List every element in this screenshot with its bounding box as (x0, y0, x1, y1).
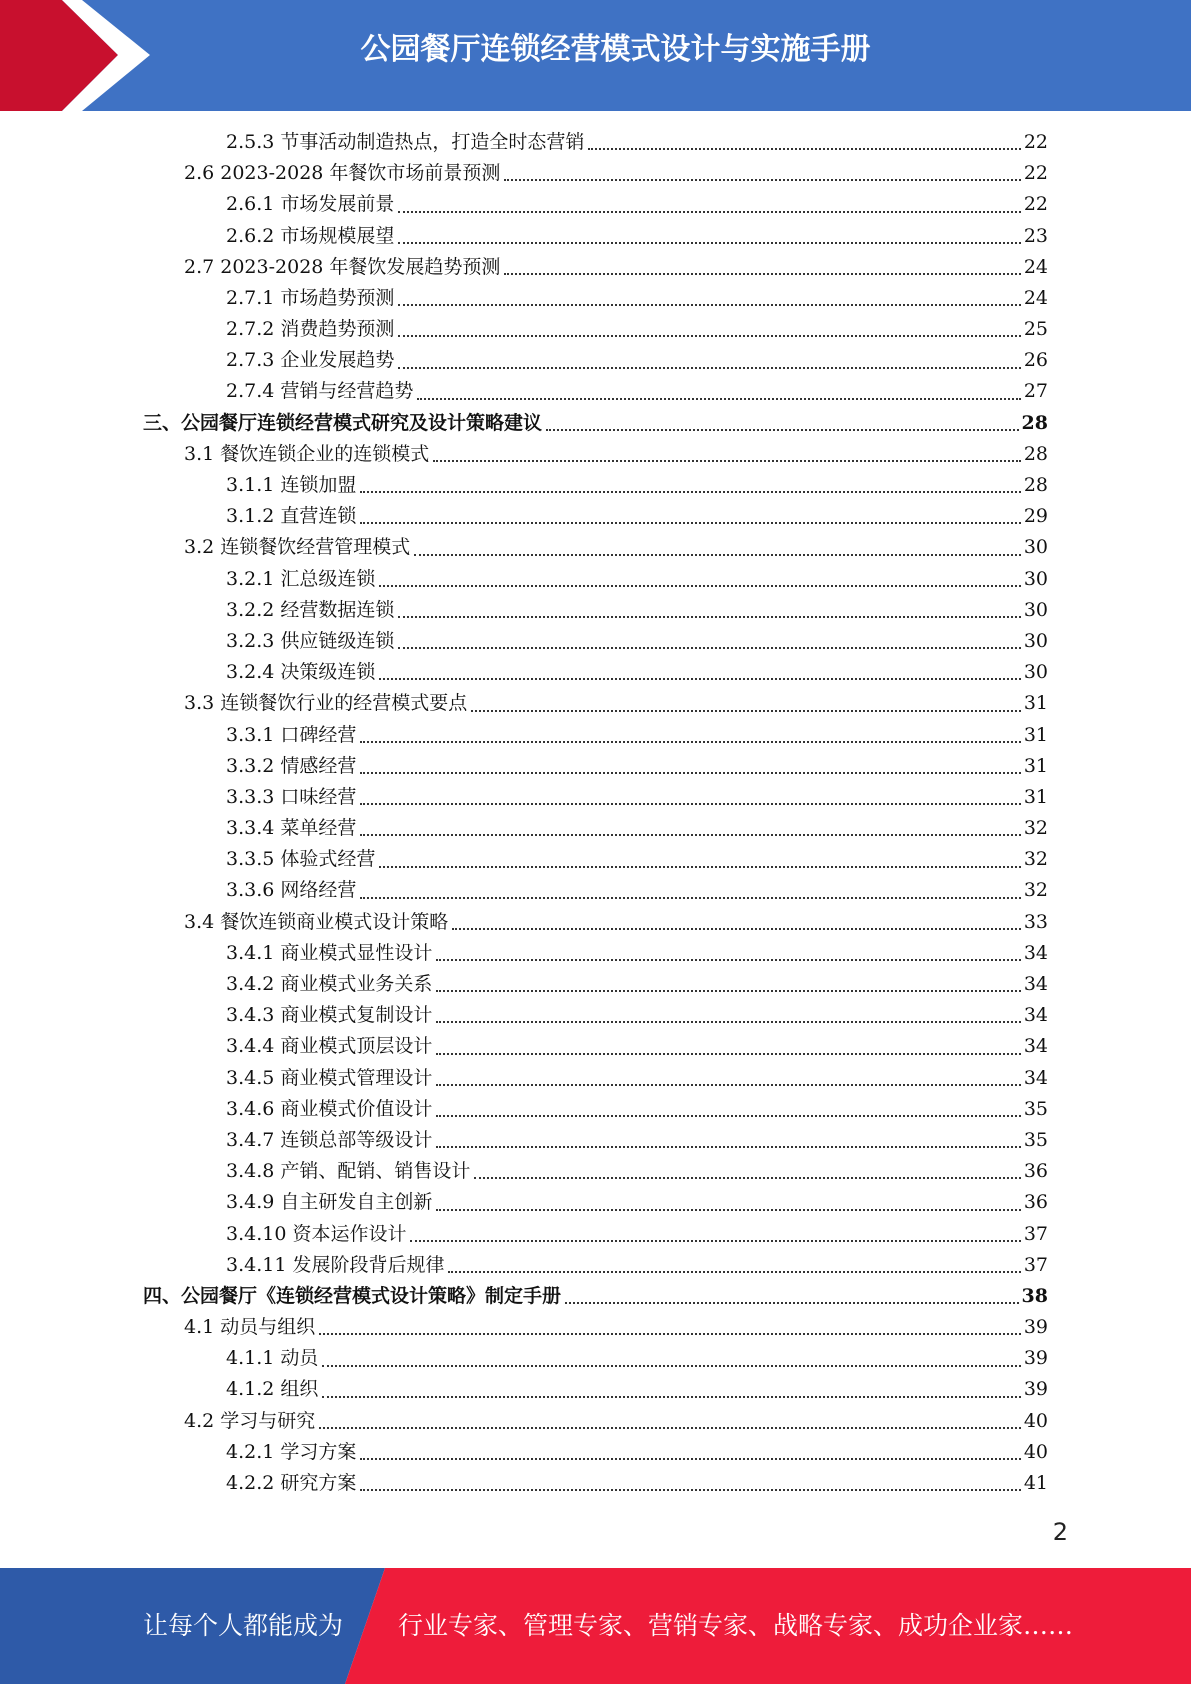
toc-entry[interactable] (143, 595, 1048, 626)
toc-entry-label: 3.4.10 资本运作设计 (226, 1222, 407, 1245)
toc-entry[interactable] (143, 345, 1048, 376)
document-title: 公园餐厅连锁经营模式设计与实施手册 (360, 32, 871, 67)
toc-entry[interactable] (143, 1281, 1048, 1312)
page-footer (0, 1568, 1191, 1684)
toc-dot-leader (436, 1146, 1020, 1148)
toc-entry-page: 33 (1023, 910, 1048, 933)
toc-entry-page: 23 (1023, 224, 1048, 247)
toc-entry-label: 4.2.2 研究方案 (226, 1472, 357, 1495)
toc-entry-label: 3.4.1 商业模式显性设计 (226, 941, 433, 964)
toc-dot-leader (398, 335, 1020, 337)
toc-entry-label: 3.3.1 口碑经营 (226, 723, 357, 746)
toc-entry-page: 41 (1023, 1472, 1048, 1495)
toc-entry-label: 3.3.5 体验式经营 (226, 848, 376, 871)
toc-entry[interactable] (143, 751, 1048, 782)
toc-entry[interactable] (143, 470, 1048, 501)
toc-entry-page: 39 (1023, 1347, 1048, 1370)
toc-dot-leader (436, 1115, 1020, 1117)
toc-dot-leader (398, 647, 1020, 649)
toc-entry-label: 3.3.6 网络经营 (226, 879, 357, 902)
toc-entry-label: 三、公园餐厅连锁经营模式研究及设计策略建议 (143, 411, 543, 434)
toc-entry-label: 2.6 2023-2028 年餐饮市场前景预测 (184, 162, 501, 185)
toc-dot-leader (436, 959, 1020, 961)
toc-entry[interactable] (143, 657, 1048, 688)
toc-entry[interactable] (143, 1437, 1048, 1468)
toc-entry-page: 38 (1021, 1284, 1048, 1307)
toc-entry-label: 4.2.1 学习方案 (226, 1440, 357, 1463)
toc-dot-leader (436, 1209, 1020, 1211)
toc-dot-leader (565, 1302, 1019, 1304)
toc-dot-leader (417, 398, 1020, 400)
toc-entry-label: 3.4.4 商业模式顶层设计 (226, 1035, 433, 1058)
toc-entry-page: 31 (1023, 754, 1048, 777)
toc-entry[interactable] (143, 1343, 1048, 1374)
toc-entry[interactable] (143, 314, 1048, 345)
toc-dot-leader (448, 1271, 1020, 1273)
toc-entry-page: 30 (1023, 567, 1048, 590)
toc-entry-label: 3.2.3 供应链级连锁 (226, 629, 395, 652)
toc-entry-page: 34 (1023, 1004, 1048, 1027)
toc-entry[interactable] (143, 1031, 1048, 1062)
toc-entry-page: 35 (1023, 1097, 1048, 1120)
toc-entry-page: 24 (1023, 255, 1048, 278)
toc-dot-leader (410, 1240, 1020, 1242)
toc-entry-page: 40 (1023, 1440, 1048, 1463)
toc-entry-label: 2.6.2 市场规模展望 (226, 224, 395, 247)
toc-entry-label: 3.4.5 商业模式管理设计 (226, 1066, 433, 1089)
toc-entry[interactable] (143, 1406, 1048, 1437)
toc-entry[interactable] (143, 844, 1048, 875)
toc-entry-page: 31 (1023, 723, 1048, 746)
toc-entry-label: 3.1.1 连锁加盟 (226, 474, 357, 497)
toc-dot-leader (322, 1396, 1020, 1398)
toc-entry-label: 3.2.4 决策级连锁 (226, 661, 376, 684)
toc-entry[interactable] (143, 938, 1048, 969)
toc-entry-label: 四、公园餐厅《连锁经营模式设计策略》制定手册 (143, 1284, 562, 1307)
toc-entry[interactable] (143, 688, 1048, 719)
toc-entry-label: 3.4.3 商业模式复制设计 (226, 1004, 433, 1027)
toc-dot-leader (360, 1489, 1020, 1491)
toc-entry-label: 3.4.9 自主研发自主创新 (226, 1191, 433, 1214)
toc-entry-page: 31 (1023, 785, 1048, 808)
toc-entry-label: 3.1 餐饮连锁企业的连锁模式 (184, 442, 430, 465)
toc-entry-label: 3.2 连锁餐饮经营管理模式 (184, 536, 411, 559)
toc-entry-page: 22 (1023, 130, 1048, 153)
table-of-contents (143, 127, 1048, 1499)
toc-entry-label: 2.7.2 消费趋势预测 (226, 318, 395, 341)
toc-entry-label: 2.6.1 市场发展前景 (226, 193, 395, 216)
toc-dot-leader (474, 1177, 1020, 1179)
toc-entry-label: 2.7.4 营销与经营趋势 (226, 380, 414, 403)
toc-dot-leader (471, 710, 1021, 712)
toc-entry-page: 27 (1023, 380, 1048, 403)
toc-dot-leader (360, 491, 1020, 493)
toc-entry[interactable] (143, 1156, 1048, 1187)
toc-entry-label: 3.3.2 情感经营 (226, 754, 357, 777)
toc-dot-leader (588, 148, 1020, 150)
toc-entry-page: 26 (1023, 349, 1048, 372)
toc-entry[interactable] (143, 1250, 1048, 1281)
toc-entry-page: 29 (1023, 505, 1048, 528)
toc-dot-leader (360, 1458, 1020, 1460)
toc-entry[interactable] (143, 252, 1048, 283)
toc-dot-leader (398, 616, 1020, 618)
toc-entry-page: 22 (1023, 162, 1048, 185)
toc-dot-leader (360, 741, 1020, 743)
toc-entry[interactable] (143, 501, 1048, 532)
toc-entry-label: 4.1.2 组织 (226, 1378, 319, 1401)
toc-dot-leader (433, 460, 1021, 462)
page-header (0, 0, 1191, 111)
toc-entry-page: 30 (1023, 598, 1048, 621)
toc-dot-leader (414, 554, 1021, 556)
toc-entry-page: 34 (1023, 941, 1048, 964)
toc-entry-page: 25 (1023, 318, 1048, 341)
toc-entry[interactable] (143, 1125, 1048, 1156)
toc-dot-leader (504, 273, 1020, 275)
toc-entry[interactable] (143, 1375, 1048, 1406)
toc-entry-page: 34 (1023, 1066, 1048, 1089)
toc-entry[interactable] (143, 532, 1048, 563)
page-number: 2 (1052, 1518, 1068, 1546)
footer-slogan-left: 让每个人都能成为 (143, 1611, 344, 1640)
toc-entry[interactable] (143, 813, 1048, 844)
toc-entry[interactable] (143, 439, 1048, 470)
toc-entry-label: 3.1.2 直营连锁 (226, 505, 357, 528)
toc-entry-label: 3.4.8 产销、配销、销售设计 (226, 1160, 471, 1183)
toc-dot-leader (360, 522, 1020, 524)
toc-entry-label: 2.7 2023-2028 年餐饮发展趋势预测 (184, 255, 501, 278)
toc-dot-leader (398, 367, 1020, 369)
toc-entry-page: 32 (1023, 879, 1048, 902)
toc-entry-page: 31 (1023, 692, 1048, 715)
toc-entry-label: 3.4.6 商业模式价值设计 (226, 1097, 433, 1120)
toc-dot-leader (379, 585, 1020, 587)
toc-entry[interactable] (143, 127, 1048, 158)
toc-entry-page: 32 (1023, 848, 1048, 871)
toc-entry-label: 3.4.7 连锁总部等级设计 (226, 1128, 433, 1151)
toc-dot-leader (360, 834, 1020, 836)
toc-dot-leader (398, 242, 1020, 244)
toc-entry[interactable] (143, 1468, 1048, 1499)
toc-entry[interactable] (143, 1094, 1048, 1125)
toc-entry-page: 28 (1023, 474, 1048, 497)
toc-entry-label: 4.1.1 动员 (226, 1347, 319, 1370)
toc-entry-page: 39 (1023, 1378, 1048, 1401)
toc-entry[interactable] (143, 377, 1048, 408)
toc-entry-page: 35 (1023, 1128, 1048, 1151)
toc-dot-leader (379, 678, 1020, 680)
toc-entry-page: 40 (1023, 1409, 1048, 1432)
toc-entry-page: 32 (1023, 817, 1048, 840)
toc-dot-leader (436, 1084, 1020, 1086)
toc-dot-leader (319, 1333, 1021, 1335)
toc-dot-leader (436, 1053, 1020, 1055)
toc-entry-page: 24 (1023, 286, 1048, 309)
toc-entry[interactable] (143, 1312, 1048, 1343)
toc-entry-page: 34 (1023, 973, 1048, 996)
toc-entry-label: 2.7.1 市场趋势预测 (226, 286, 395, 309)
toc-dot-leader (360, 803, 1020, 805)
toc-dot-leader (398, 211, 1020, 213)
toc-entry[interactable] (143, 720, 1048, 751)
toc-entry[interactable] (143, 221, 1048, 252)
toc-dot-leader (360, 897, 1020, 899)
toc-dot-leader (379, 866, 1020, 868)
toc-entry[interactable] (143, 969, 1048, 1000)
toc-entry-label: 3.2.2 经营数据连锁 (226, 598, 395, 621)
footer-slogan-right: 行业专家、管理专家、营销专家、战略专家、成功企业家…… (398, 1611, 1074, 1640)
toc-entry-page: 30 (1023, 661, 1048, 684)
toc-entry-page: 34 (1023, 1035, 1048, 1058)
toc-entry-label: 3.2.1 汇总级连锁 (226, 567, 376, 590)
toc-entry-label: 3.4.2 商业模式业务关系 (226, 973, 433, 996)
toc-entry-page: 30 (1023, 629, 1048, 652)
toc-dot-leader (546, 429, 1019, 431)
toc-entry[interactable] (143, 564, 1048, 595)
toc-dot-leader (319, 1427, 1021, 1429)
toc-entry-page: 37 (1023, 1253, 1048, 1276)
toc-entry-page: 39 (1023, 1316, 1048, 1339)
toc-entry[interactable] (143, 1219, 1048, 1250)
toc-entry[interactable] (143, 158, 1048, 189)
toc-dot-leader (360, 772, 1020, 774)
toc-entry[interactable] (143, 907, 1048, 938)
toc-entry-label: 2.7.3 企业发展趋势 (226, 349, 395, 372)
toc-entry[interactable] (143, 876, 1048, 907)
toc-dot-leader (436, 1021, 1020, 1023)
toc-entry-label: 2.5.3 节事活动制造热点，打造全时态营销 (226, 130, 585, 153)
toc-dot-leader (322, 1365, 1020, 1367)
toc-entry[interactable] (143, 782, 1048, 813)
toc-dot-leader (436, 990, 1020, 992)
toc-entry-page: 36 (1023, 1191, 1048, 1214)
toc-entry-page: 28 (1023, 442, 1048, 465)
toc-dot-leader (504, 179, 1020, 181)
toc-entry-label: 4.2 学习与研究 (184, 1409, 316, 1432)
toc-entry[interactable] (143, 189, 1048, 220)
toc-dot-leader (398, 304, 1020, 306)
toc-entry[interactable] (143, 1000, 1048, 1031)
toc-dot-leader (452, 928, 1021, 930)
toc-entry-label: 3.3 连锁餐饮行业的经营模式要点 (184, 692, 468, 715)
toc-entry[interactable] (143, 283, 1048, 314)
toc-entry-page: 36 (1023, 1160, 1048, 1183)
toc-entry-label: 3.3.4 菜单经营 (226, 817, 357, 840)
toc-entry-label: 3.3.3 口味经营 (226, 785, 357, 808)
toc-entry-label: 3.4 餐饮连锁商业模式设计策略 (184, 910, 449, 933)
toc-entry[interactable] (143, 626, 1048, 657)
toc-entry-label: 4.1 动员与组织 (184, 1316, 316, 1339)
toc-entry-page: 37 (1023, 1222, 1048, 1245)
toc-entry[interactable] (143, 1187, 1048, 1218)
toc-entry-page: 22 (1023, 193, 1048, 216)
toc-entry[interactable] (143, 1063, 1048, 1094)
toc-entry[interactable] (143, 408, 1048, 439)
toc-entry-label: 3.4.11 发展阶段背后规律 (226, 1253, 445, 1276)
toc-entry-page: 30 (1023, 536, 1048, 559)
toc-entry-page: 28 (1021, 411, 1048, 434)
